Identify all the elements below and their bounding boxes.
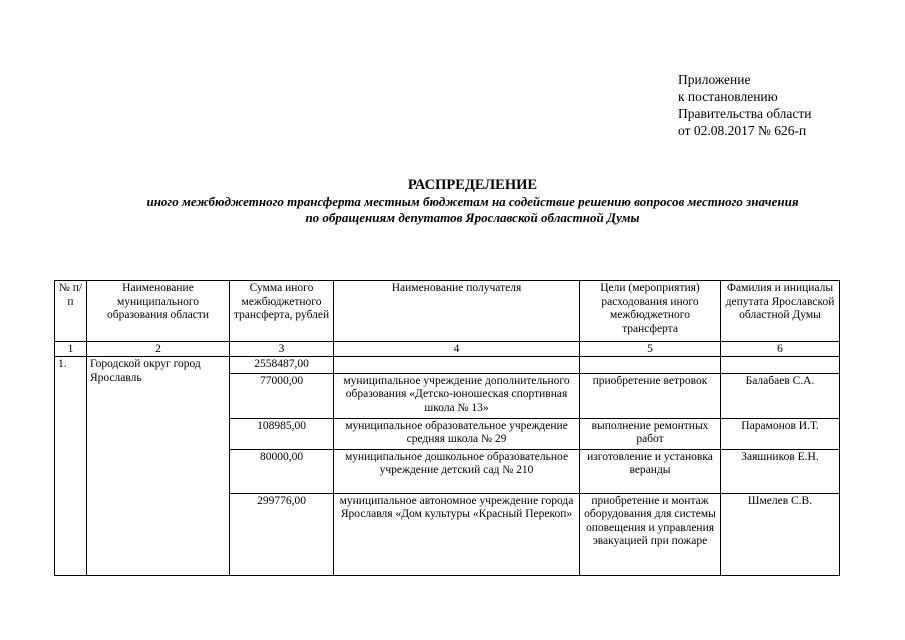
title-line-2: иного межбюджетного трансферта местным бюджетам на содействие решению вопросов местного значения: [146, 194, 799, 209]
column-number: 4: [334, 342, 580, 357]
title-main: РАСПРЕДЕЛЕНИЕ: [407, 177, 538, 193]
appendix-line-4: от 02.08.2017 № 626-п: [678, 123, 807, 138]
header-num: № п/п: [55, 281, 87, 342]
table-header-row: [55, 281, 840, 342]
total-amount: 2558487,00: [230, 357, 334, 374]
table-row: [55, 357, 840, 374]
row-purpose: приобретение и монтаж оборудования для системы оповещения и управления эвакуацией при пожаре: [580, 493, 721, 575]
row-amount: 299776,00: [230, 493, 334, 575]
header-municipality: Наименование муниципального образования области: [87, 281, 230, 342]
row-deputy: Парамонов И.Т.: [721, 418, 840, 449]
row-recipient: муниципальное автономное учреждение города Ярославля «Дом культуры «Красный Перекоп»: [334, 493, 580, 575]
column-number: 2: [87, 342, 230, 357]
empty-cell: [721, 357, 840, 374]
empty-cell: [580, 357, 721, 374]
row-amount: 80000,00: [230, 449, 334, 493]
row-amount: 77000,00: [230, 373, 334, 418]
row-deputy: Балабаев С.А.: [721, 373, 840, 418]
row-deputy: Шмелев С.В.: [721, 493, 840, 575]
title-line-3: по обращениям депутатов Ярославской областной Думы: [305, 210, 640, 225]
row-amount: 108985,00: [230, 418, 334, 449]
empty-cell: [334, 357, 580, 374]
group-number: 1.: [55, 357, 87, 576]
column-number: 3: [230, 342, 334, 357]
header-purpose: Цели (мероприятия) расходования иного межбюджетного трансферта: [580, 281, 721, 342]
row-recipient: муниципальное образовательное учреждение средняя школа № 29: [334, 418, 580, 449]
header-deputy: Фамилия и инициалы депутата Ярославской областной Думы: [721, 281, 840, 342]
header-amount: Сумма иного межбюджетного трансферта, рублей: [230, 281, 334, 342]
municipality-name: Городской округ город Ярославль: [87, 357, 230, 576]
row-recipient: муниципальное учреждение дополнительного образования «Детско-юношеская спортивная школа № 13»: [334, 373, 580, 418]
appendix-line-3: Правительства области: [678, 106, 812, 121]
row-purpose: изготовление и установка веранды: [580, 449, 721, 493]
column-number: 1: [55, 342, 87, 357]
row-purpose: выполнение ремонтных работ: [580, 418, 721, 449]
appendix-line-1: Приложение: [678, 72, 751, 87]
column-number: 5: [580, 342, 721, 357]
row-deputy: Заяшников Е.Н.: [721, 449, 840, 493]
distribution-table: [54, 280, 840, 576]
appendix-block: [678, 71, 811, 139]
row-recipient: муниципальное дошкольное образовательное учреждение детский сад № 210: [334, 449, 580, 493]
document-title: [40, 176, 905, 226]
column-number-row: [55, 342, 840, 357]
row-purpose: приобретение ветровок: [580, 373, 721, 418]
appendix-line-2: к постановлению: [678, 89, 778, 104]
column-number: 6: [721, 342, 840, 357]
header-recipient: Наименование получателя: [334, 281, 580, 342]
